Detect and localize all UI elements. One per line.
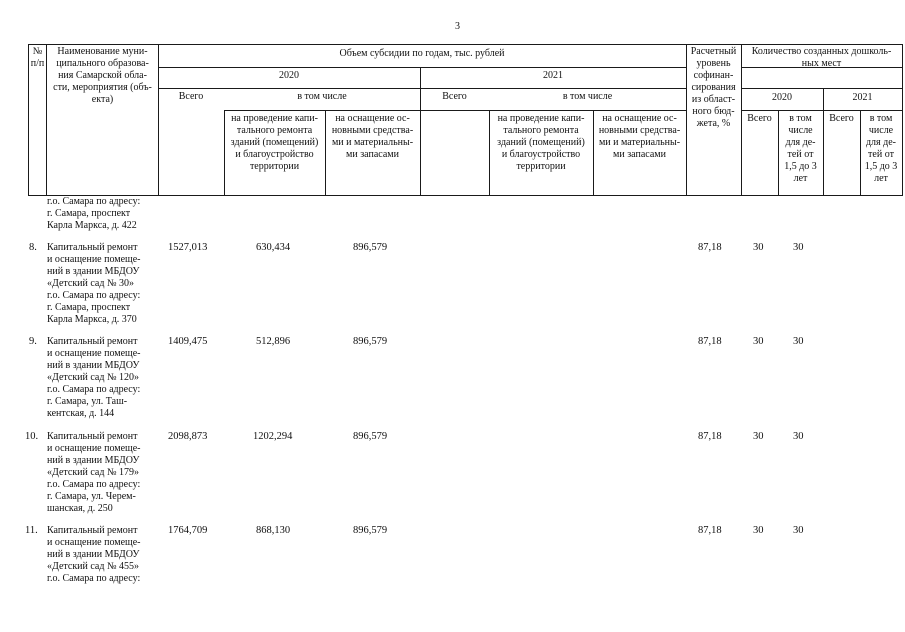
row-num: 9. — [29, 336, 37, 347]
row-rate: 87,18 — [698, 242, 722, 253]
header-year-2020: 2020 — [279, 70, 299, 81]
row-equip: 896,579 — [353, 431, 388, 442]
row-rate: 87,18 — [698, 431, 722, 442]
row-rate: 87,18 — [698, 525, 722, 536]
row-repair: 1202,294 — [253, 431, 293, 442]
header-name: Наименование муни- ципального образова- ния Самарской обла- сти, мероприятия (объ- екта) — [53, 46, 152, 105]
row-repair: 630,434 — [256, 242, 291, 253]
header-equip-2020: на оснащение ос- новными средства- ми и материальны- ми запасами — [331, 113, 414, 160]
row-places-young: 30 — [793, 242, 804, 253]
row-places: 30 — [753, 336, 764, 347]
continuation-text: г.о. Самара по адресу: г. Самара, проспект Карла Маркса, д. 422 — [47, 196, 141, 231]
header-total-2020: Всего — [178, 91, 204, 102]
header-total-2021: Всего — [442, 91, 467, 102]
header-repair-2020: на проведение капи- тального ремонта зданий (помещений) и благоустройство территории — [230, 113, 319, 172]
row-places-young: 30 — [793, 525, 804, 536]
row-num: 11. — [25, 525, 38, 536]
row-name: Капитальный ремонт и оснащение помеще- ний в здании МБДОУ «Детский сад № 30» г.о. Самара по адресу: г. Самара, проспект Карла Маркса, д. 370 — [47, 242, 141, 325]
row-places: 30 — [753, 431, 764, 442]
row-num: 8. — [29, 242, 37, 253]
header-subsidy-title: Объем субсидии по годам, тыс. рублей — [339, 48, 505, 59]
row-total: 1409,475 — [168, 336, 208, 347]
header-places-young-2021: в том числе для де- тей от 1,5 до 3 лет — [864, 113, 898, 184]
header-places-title: Количество созданных дошколь- ных мест — [751, 46, 892, 69]
row-equip: 896,579 — [353, 242, 388, 253]
header-places-total-2021: Всего — [829, 113, 854, 124]
row-repair: 868,130 — [256, 525, 291, 536]
row-rate: 87,18 — [698, 336, 722, 347]
header-places-total-2020: Всего — [747, 113, 772, 124]
page-number: 3 — [455, 21, 460, 32]
header-including-2020: в том числе — [297, 91, 347, 102]
row-name: Капитальный ремонт и оснащение помеще- ний в здании МБДОУ «Детский сад № 179» г.о. Самара по адресу: г. Самара, ул. Черем- шанская, д. 250 — [47, 431, 141, 514]
header-repair-2021: на проведение капи- тального ремонта зданий (помещений) и благоустройство территории — [497, 113, 585, 172]
row-equip: 896,579 — [353, 336, 388, 347]
header-year-2021: 2021 — [543, 70, 563, 81]
row-repair: 512,896 — [256, 336, 291, 347]
header-places-2020: 2020 — [772, 92, 792, 103]
row-places-young: 30 — [793, 431, 804, 442]
header-equip-2021: на оснащение ос- новными средства- ми и материальны- ми запасами — [598, 113, 681, 160]
row-num: 10. — [25, 431, 39, 442]
row-places: 30 — [753, 242, 764, 253]
row-total: 1527,013 — [168, 242, 208, 253]
row-total: 2098,873 — [168, 431, 208, 442]
row-equip: 896,579 — [353, 525, 388, 536]
row-total: 1764,709 — [168, 525, 208, 536]
row-places: 30 — [753, 525, 764, 536]
header-places-young-2020: в том числе для де- тей от 1,5 до 3 лет — [784, 113, 817, 184]
header-num: № п/п — [30, 46, 45, 69]
header-rate: Расчетный уровень софинан- сирования из област- ного бюд- жета, % — [690, 46, 737, 129]
row-name: Капитальный ремонт и оснащение помеще- ний в здании МБДОУ «Детский сад № 120» г.о. Самара по адресу: г. Самара, ул. Таш- кентская, д. 144 — [47, 336, 141, 419]
row-name: Капитальный ремонт и оснащение помеще- ний в здании МБДОУ «Детский сад № 455» г.о. Самара по адресу: — [47, 525, 141, 584]
header-places-2021: 2021 — [852, 92, 873, 103]
row-places-young: 30 — [793, 336, 804, 347]
header-including-2021: в том числе — [562, 91, 613, 102]
